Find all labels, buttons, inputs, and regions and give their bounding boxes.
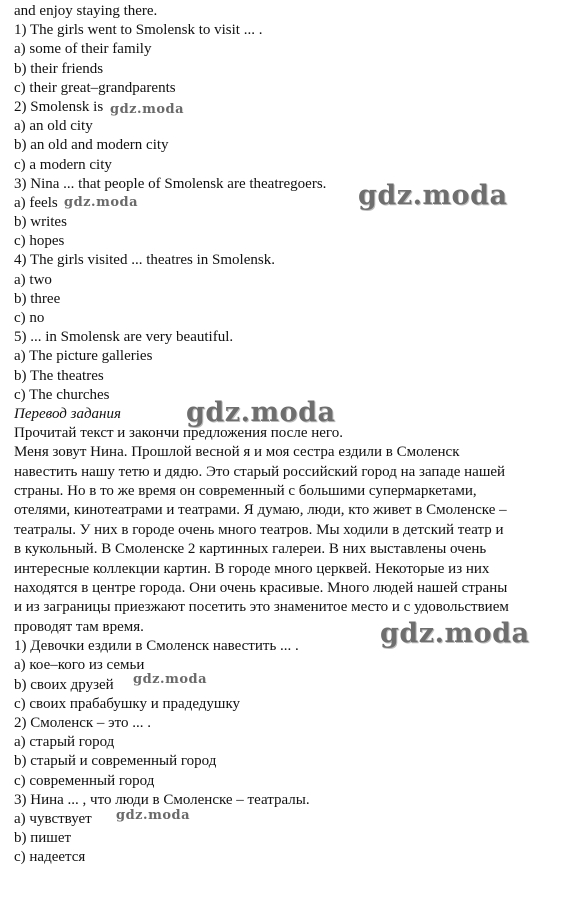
answer-option: b) three (14, 290, 61, 307)
question-3: 3) Nina ... that people of Smolensk are theatregoers. (14, 175, 327, 192)
answer-option: a) some of their family (14, 41, 152, 58)
russian-questions (14, 637, 570, 867)
paragraph-line: в кукольный. В Смоленске 2 картинных галереи. В них выставлены очень (14, 541, 487, 558)
paragraph-line: проводят там время. (14, 618, 144, 635)
watermark-logo: gdz.moda (133, 672, 208, 687)
answer-option: c) a modern city (14, 156, 112, 173)
paragraph-line: находятся в центре города. Они очень красивые. Много людей нашей страны (14, 580, 508, 597)
answer-option: a) чувствует (14, 810, 92, 827)
watermark-logo: gdz.moda (358, 180, 508, 211)
answer-option: c) no (14, 310, 45, 326)
question-2-ru: 2) Смоленск – это ... . (14, 714, 151, 731)
text-line: and enjoy staying there. (14, 3, 158, 19)
paragraph-line: интересные коллекции картин. В городе много церквей. Некоторые из них (14, 560, 490, 577)
answer-option: a) an old city (14, 118, 93, 135)
answer-option: a) feels (14, 194, 58, 211)
translation-paragraph (14, 443, 570, 637)
watermark-logo: gdz.moda (110, 102, 185, 117)
answer-option: c) надеется (14, 849, 86, 866)
watermark-logo: gdz.moda (64, 195, 139, 210)
answer-option: a) The picture galleries (14, 348, 153, 365)
watermark-logo: gdz.moda (116, 808, 191, 823)
document-page (14, 2, 570, 867)
paragraph-line: страны. Но в то же время он современный с большими супермаркетами, (14, 483, 477, 500)
watermark-logo: gdz.moda (380, 618, 530, 649)
paragraph-line: навестить нашу тетю и дядю. Это старый российский город на западе нашей (14, 463, 506, 480)
answer-option: c) hopes (14, 233, 65, 250)
paragraph-line: театралы. У них в городе очень много театров. Мы ходили в детский театр и (14, 521, 504, 538)
question-1-ru: 1) Девочки ездили в Смоленск навестить ... . (14, 638, 299, 655)
question-3-ru: 3) Нина ... , что люди в Смоленске – театралы. (14, 791, 310, 808)
answer-option: b) The theatres (14, 367, 104, 384)
answer-option: b) старый и современный город (14, 753, 217, 770)
answer-option: b) an old and modern city (14, 137, 169, 154)
paragraph-line: и из заграницы приезжают посетить это знаменитое место и с удовольствием (14, 599, 509, 616)
answer-option: c) their great–grandparents (14, 79, 176, 96)
answer-option: a) кое–кого из семьи (14, 657, 145, 674)
answer-option: a) старый город (14, 734, 115, 751)
paragraph-line: Меня зовут Нина. Прошлой весной я и моя сестра ездили в Смоленск (14, 444, 460, 461)
question-5: 5) ... in Smolensk are very beautiful. (14, 329, 234, 346)
answer-option: c) современный город (14, 772, 155, 789)
paragraph-line: отелями, кинотеатрами и театрами. Я думаю, люди, кто живет в Смоленске – (14, 502, 507, 519)
answer-option: b) пишет (14, 830, 72, 847)
answer-option: b) their friends (14, 60, 104, 77)
watermark-logo: gdz.moda (186, 397, 336, 428)
question-1: 1) The girls went to Smolensk to visit ... . (14, 22, 263, 39)
instruction: Прочитай текст и закончи предложения после него. (14, 425, 343, 442)
answer-option: c) своих прабабушку и прадедушку (14, 695, 241, 712)
answer-option: b) writes (14, 214, 67, 231)
question-2: 2) Smolensk is (14, 98, 104, 115)
answer-option: a) two (14, 271, 52, 288)
translation-heading: Перевод задания (14, 405, 121, 422)
answer-option: c) The churches (14, 386, 110, 403)
question-4: 4) The girls visited ... theatres in Smolensk. (14, 252, 275, 269)
answer-option: b) своих друзей (14, 676, 114, 693)
